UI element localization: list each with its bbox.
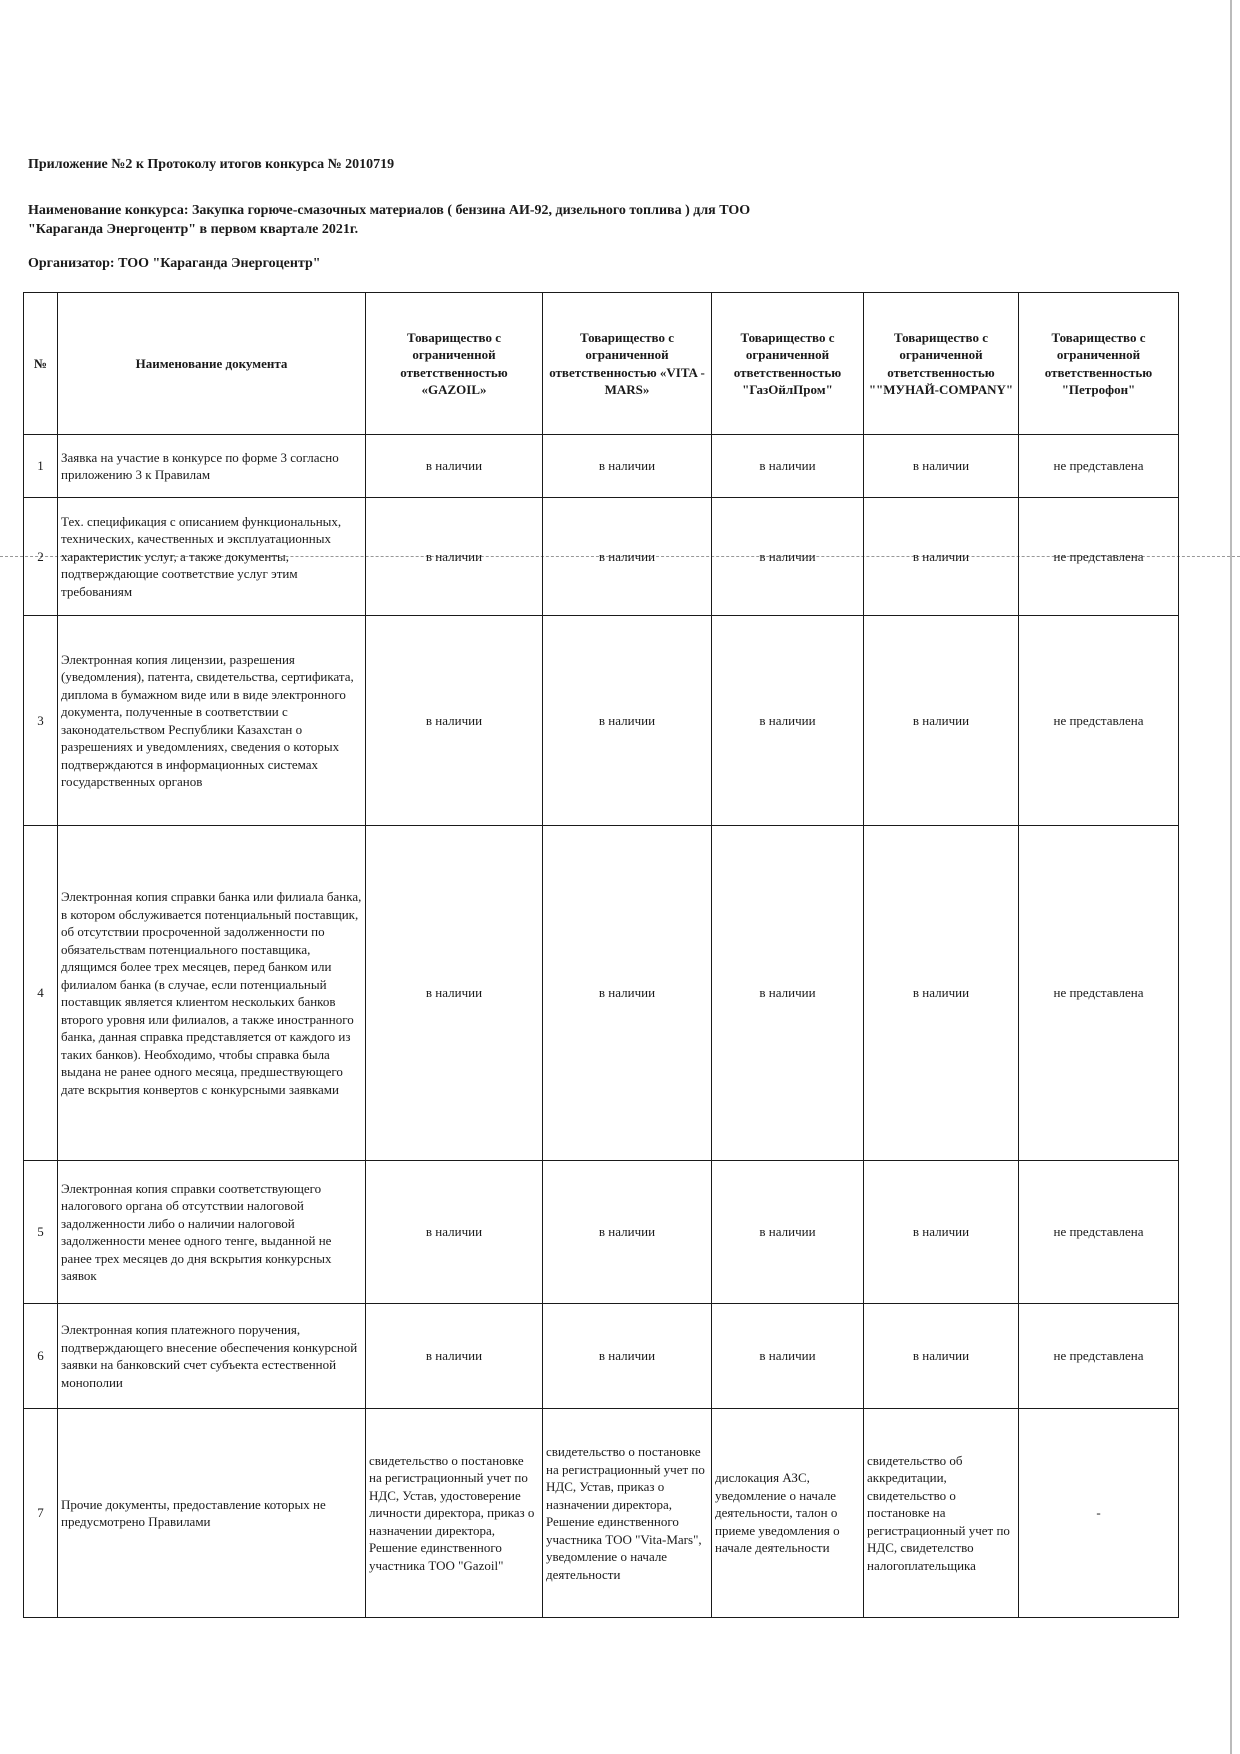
status-cell: в наличии <box>712 435 864 498</box>
status-cell: в наличии <box>543 826 712 1161</box>
row-number: 5 <box>24 1161 58 1304</box>
header-number: № <box>24 293 58 435</box>
status-cell: в наличии <box>864 498 1019 616</box>
document-name-cell: Прочие документы, предоставление которых не предусмотрено Правилами <box>58 1409 366 1618</box>
row-number: 7 <box>24 1409 58 1618</box>
table-row <box>24 1409 1179 1618</box>
other-documents-cell: - <box>1019 1409 1179 1618</box>
row-number: 6 <box>24 1304 58 1409</box>
status-cell: в наличии <box>543 1304 712 1409</box>
status-cell: в наличии <box>366 616 543 826</box>
status-cell: в наличии <box>543 616 712 826</box>
status-cell: не представлена <box>1019 616 1179 826</box>
table-row <box>24 435 1179 498</box>
status-cell: в наличии <box>864 616 1019 826</box>
header-gazoilprom: Товарищество с ограниченной ответственностью "ГазОйлПром" <box>712 293 864 435</box>
status-cell: в наличии <box>864 435 1019 498</box>
status-cell: в наличии <box>366 1304 543 1409</box>
status-cell: не представлена <box>1019 435 1179 498</box>
table-row <box>24 826 1179 1161</box>
other-documents-cell: свидетельство об аккредитации, свидетельство о постановке на регистрационный учет по НДС, свидетелство налогоплательщика <box>864 1409 1019 1618</box>
status-cell: в наличии <box>366 498 543 616</box>
scan-edge-line <box>1230 0 1232 1754</box>
document-title: Приложение №2 к Протоколу итогов конкурса № 2010719 <box>28 157 395 172</box>
status-cell: в наличии <box>712 1161 864 1304</box>
status-cell: в наличии <box>366 826 543 1161</box>
status-cell: в наличии <box>543 435 712 498</box>
header-document-name: Наименование документа <box>58 293 366 435</box>
status-cell: в наличии <box>543 1161 712 1304</box>
header-gazoil: Товарищество с ограниченной ответственностью «GAZOIL» <box>366 293 543 435</box>
row-number: 1 <box>24 435 58 498</box>
documents-table <box>23 292 1179 1618</box>
tender-name-line-2: "Караганда Энергоцентр" в первом квартале 2021г. <box>28 222 359 237</box>
organizer-line: Организатор: ТОО "Караганда Энергоцентр" <box>28 256 321 271</box>
tender-name-line-1: Наименование конкурса: Закупка горюче-смазочных материалов ( бензина АИ-92, дизельного топлива ) для ТОО <box>28 203 751 218</box>
header-vita-mars: Товарищество с ограниченной ответственностью «VITA -MARS» <box>543 293 712 435</box>
status-cell: в наличии <box>864 1161 1019 1304</box>
document-name-cell: Электронная копия лицензии, разрешения (уведомления), патента, свидетельства, сертификата, диплома в бумажном виде или в виде электронного документа, полученные в соответствии с законодательством Республики Казахстан о разрешениях и уведомлениях, сведения о которых подтверждаются в информационных системах государственных органов <box>58 616 366 826</box>
document-name-cell: Электронная копия справки банка или филиала банка, в котором обслуживается потенциальный поставщик, об отсутствии просроченной задолженности по обязательствам потенциального поставщика, длящимся более трех месяцев, перед банком или филиалом банка (в случае, если потенциальный поставщик является клиентом нескольких банков второго уровня или филиалов, а также иностранного банка, данная справка представляется от каждого из таких банков). Необходимо, чтобы справка была выдана не ранее одного месяца, предшествующего дате вскрытия конвертов с конкурсными заявками <box>58 826 366 1161</box>
other-documents-cell: дислокация АЗС, уведомление о начале деятельности, талон о приеме уведомления о начале деятельности <box>712 1409 864 1618</box>
other-documents-cell: свидетельство о постановке на регистрационный учет по НДС, Устав, удостоверение личности директора, приказ о назначении директора, Решение единственного участника ТОО "Gazoil" <box>366 1409 543 1618</box>
status-cell: в наличии <box>712 498 864 616</box>
row-number: 3 <box>24 616 58 826</box>
table-row <box>24 1161 1179 1304</box>
status-cell: не представлена <box>1019 1161 1179 1304</box>
row-number: 4 <box>24 826 58 1161</box>
status-cell: в наличии <box>864 1304 1019 1409</box>
status-cell: в наличии <box>864 826 1019 1161</box>
status-cell: в наличии <box>543 498 712 616</box>
status-cell: не представлена <box>1019 826 1179 1161</box>
table-row <box>24 498 1179 616</box>
status-cell: не представлена <box>1019 1304 1179 1409</box>
header-munai-company: Товарищество с ограниченной ответственностью ""МУНАЙ-COMPANY" <box>864 293 1019 435</box>
document-name-cell: Тех. спецификация с описанием функциональных, технических, качественных и эксплуатационных характеристик услуг, а также документы, подтверждающие соответствие услуг этим требованиям <box>58 498 366 616</box>
table-row <box>24 1304 1179 1409</box>
document-name-cell: Заявка на участие в конкурсе по форме 3 согласно приложению 3 к Правилам <box>58 435 366 498</box>
document-name-cell: Электронная копия платежного поручения, подтверждающего внесение обеспечения конкурсной заявки на банковский счет субъекта естественной монополии <box>58 1304 366 1409</box>
table-header-row <box>24 293 1179 435</box>
status-cell: в наличии <box>366 1161 543 1304</box>
status-cell: в наличии <box>712 826 864 1161</box>
row-number: 2 <box>24 498 58 616</box>
status-cell: не представлена <box>1019 498 1179 616</box>
other-documents-cell: свидетельство о постановке на регистрационный учет по НДС, Устав, приказ о назначении директора, Решение единственного участника ТОО "Vita-Mars", уведомление о начале деятельности <box>543 1409 712 1618</box>
table-row <box>24 616 1179 826</box>
status-cell: в наличии <box>712 616 864 826</box>
document-name-cell: Электронная копия справки соответствующего налогового органа об отсутствии налоговой задолженности либо о наличии налоговой задолженности менее одного тенге, выданной не ранее трех месяцев до дня вскрытия конкурсных заявок <box>58 1161 366 1304</box>
header-petrofon: Товарищество с ограниченной ответственностью "Петрофон" <box>1019 293 1179 435</box>
status-cell: в наличии <box>712 1304 864 1409</box>
status-cell: в наличии <box>366 435 543 498</box>
